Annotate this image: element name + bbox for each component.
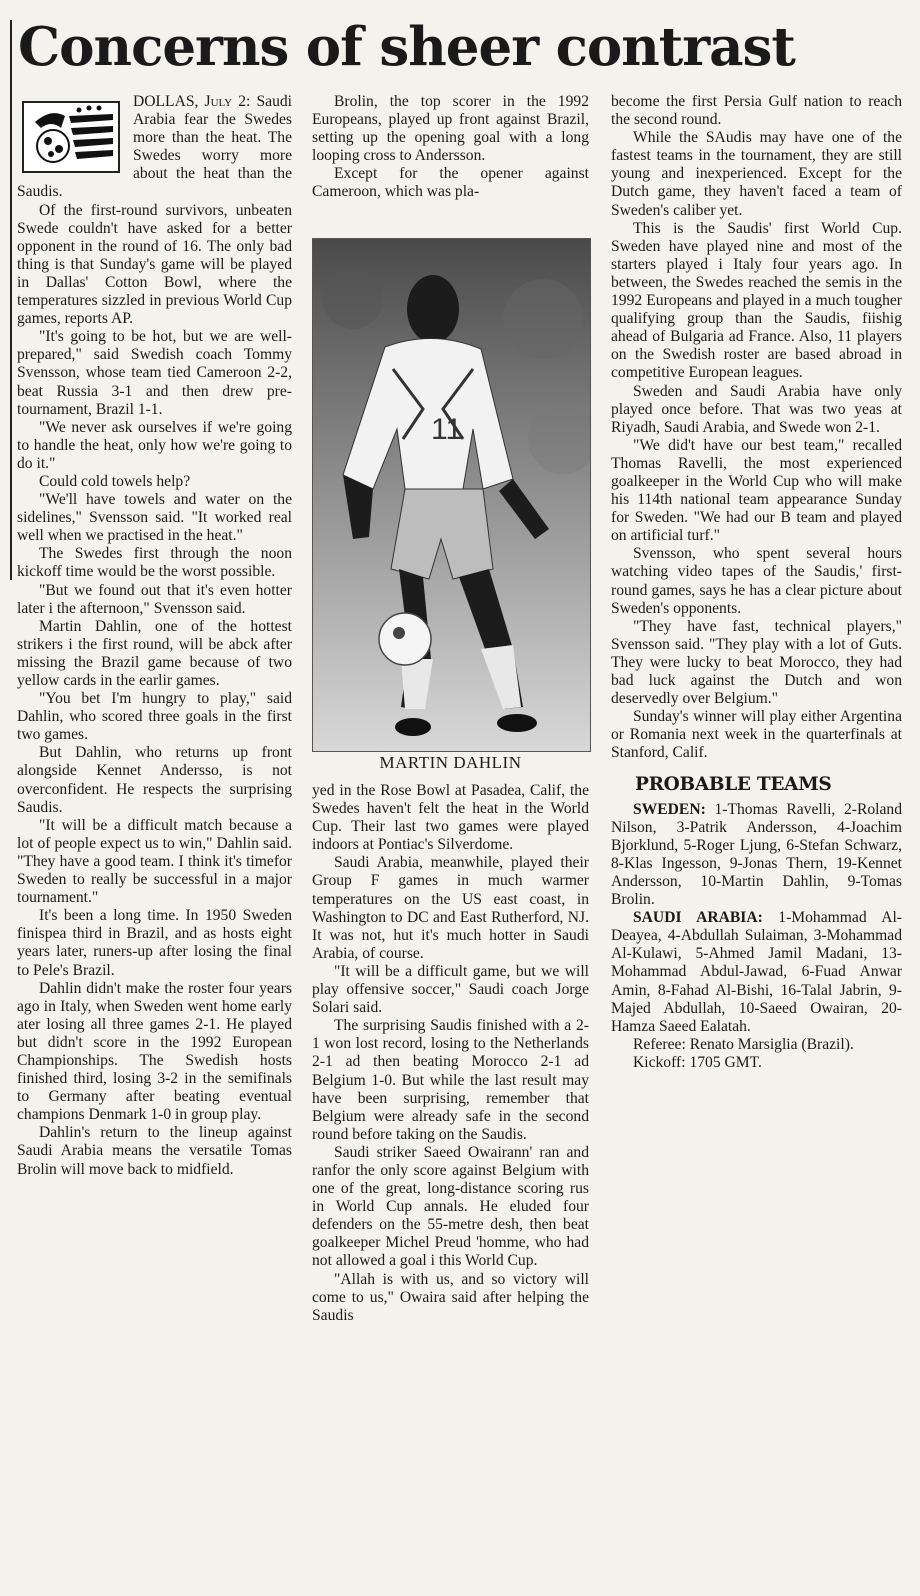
article-paragraph: "They have fast, technical players," Svensson said. "They play with a lot of Guts. They were lucky to beat Morocco, they had bad luck against the Dutch and won deservedly over Belgium." (611, 617, 902, 708)
sweden-label: SWEDEN: (633, 800, 706, 818)
article-paragraph: "We'll have towels and water on the sidelines," Svensson said. "It worked real well when we practised in the heat." (17, 491, 292, 545)
article-paragraph: Saudi striker Saeed Owairann' ran and ranfor the only score against Belgium with one of the great, long-distance scoring rus in World Cup annals. He eluded four defenders on the 55-metre desh, then beat goalkeeper Michel Preud 'homme, who had not allowed a goal i this World Cup. (312, 1143, 589, 1270)
column-2-top (312, 93, 589, 202)
world-cup-94-logo-icon (17, 96, 125, 178)
article-paragraph: Svensson, who spent several hours watching video tapes of the Saudis,' first-round games, says he has a clear picture about Sweden's opponents. (611, 545, 902, 617)
column-1 (17, 93, 292, 1179)
article-paragraph: It's been a long time. In 1950 Sweden finispea third in Brazil, and as hosts eight years later, runers-up after losing the final to Pele's Brazil. (17, 907, 292, 979)
article-paragraph: Of the first-round survivors, unbeaten Swede couldn't have asked for a better opponent in the round of 16. The only bad thing is that Sunday's game will be played in Dallas' Cotton Bowl, where the temperatures sizzled in previous World Cup games, reports AP. (17, 201, 292, 328)
article-paragraph: While the SAudis may have one of the fastest teams in the tournament, they are still young and inexperienced. Except for the Dutch game, they haven't faced a team of Sweden's caliber yet. (611, 129, 902, 219)
article-paragraph: This is the Saudis' first World Cup. Sweden have played nine and most of the starters played i Italy four years ago. In between, the Swedes reached the semis in the 1992 Europeans and played in a much tougher qualifying group than the Saudis, fiishig ahead of Bulgaria ad France. Also, 11 players on the Swedish roster are based abroad in competitive European leagues. (611, 219, 902, 382)
article-paragraph: Dahlin didn't make the roster four years ago in Italy, when Sweden went home early ater losing all three games 2-1. He played but didn't score in the 1992 European Championships. The Swedish hosts finished third, losing 3-2 in the semifinals to Germany after beating eventual champions Denmark 1-0 in group play. (17, 979, 292, 1124)
article-paragraph: "It will be a difficult game, but we will play offensive soccer," Saudi coach Jorge Solari said. (312, 962, 589, 1017)
sweden-list: 1-Thomas Ravelli, 2-Roland Nilson, 3-Patrik Andersson, 4-Joachim Bjorklund, 5-Roger Ljung, 6-Stefan Schwarz, 8-Klas Ingesson, 9-Jonas Thern, 19-Kennet Andersson, 10-Martin Dahlin, 9-Tomas Brolin. (611, 800, 902, 909)
article-paragraph: The surprising Saudis finished with a 2-1 won lost record, losing to the Netherlands 2-1 ad then beating Morocco 2-1 ad Belgium 1-0. But while the last result may have been surprising, remember that Belgium were already safe in the second round before taking on the Saudis. (312, 1017, 589, 1143)
dateline: DOLLAS, July 2: (133, 93, 251, 110)
saudi-lineup (611, 909, 902, 1036)
article-paragraph: Sunday's winner will play either Argentina or Romania next week in the quarterfinals at Stanford, Calif. (611, 708, 902, 762)
article-paragraph: "We never ask ourselves if we're going to handle the heat, only how we're going to do it." (17, 418, 292, 472)
svg-text:11: 11 (431, 413, 463, 446)
article-paragraph: Saudi Arabia, meanwhile, played their Group F games in much warmer temperatures on the US east coast, in Washington to DC and East Rutherford, NJ. It was not, hut it's much hotter in Saudi Arabia, of course. (312, 854, 589, 962)
article-paragraph: Could cold towels help? (39, 472, 191, 490)
article-paragraph: Dahlin's return to the lineup against Saudi Arabia means the versatile Tomas Brolin will move back to midfield. (17, 1124, 292, 1178)
headline: Concerns of sheer contrast (18, 16, 795, 78)
article-paragraph: Brolin, the top scorer in the 1992 Europeans, played up front against Brazil, setting up the opening goal with a long looping cross to Andersson. (312, 93, 589, 165)
article-paragraph: become the first Persia Gulf nation to reach the second round. (611, 93, 902, 129)
article-paragraph: The Swedes first through the noon kickoff time would be the worst possible. (17, 545, 292, 581)
article-paragraph: "It's going to be hot, but we are well-prepared," said Swedish coach Tommy Svensson, whose team tied Cameroon 2-2, beat Russia 3-1 and then drew pre-tournament, Brazil 1-1. (17, 328, 292, 418)
article-paragraph: But Dahlin, who returns up front alongside Kennet Andersso, is not overconfident. He respects the surprising Saudis. (17, 744, 292, 816)
referee-line: Referee: Renato Marsiglia (Brazil). (633, 1035, 854, 1053)
kickoff-line: Kickoff: 1705 GMT. (633, 1053, 762, 1071)
column-edge-rule (10, 20, 12, 580)
photo-caption: MARTIN DAHLIN (379, 753, 522, 772)
article-paragraph: "It will be a difficult match because a lot of people expect us to win," Dahlin said. "They have a good team. I think it's timefor Sweden to really be successful in a major tournament." (17, 816, 292, 907)
article-paragraph: "We did't have our best team," recalled Thomas Ravelli, the most experienced goalkeeper in the World Cup who will make his 114th national team appearance Sunday for Sweden. "We had our B team and played on artificial turf." (611, 436, 902, 545)
probable-teams-heading: PROBABLE TEAMS (635, 774, 832, 796)
column-3 (611, 93, 902, 1072)
article-paragraph: Except for the opener against Cameroon, which was pla- (312, 165, 589, 201)
article-paragraph: Sweden and Saudi Arabia have only played once before. That was two yeas at Riyadh, Saudi Arabia, and Swede won 2-1. (611, 382, 902, 436)
article-paragraph: "You bet I'm hungry to play," said Dahlin, who scored three goals in the first two games. (17, 690, 292, 744)
article-paragraph: "But we found out that it's even hotter later i the afternoon," Svensson said. (17, 581, 292, 617)
player-photo (312, 238, 591, 752)
article-paragraph: "Allah is with us, and so victory will come to us," Owaira said after helping the Saudis (312, 1270, 589, 1324)
article-paragraph: Saudi Arabia fear the Swedes more than the heat. The Swedes worry more about the heat than the Saudis. (17, 93, 292, 201)
article-paragraph: Martin Dahlin, one of the hottest strikers i the first round, will be abck after missing the Brazil game because of two yellow cards in the earlir games. (17, 617, 292, 689)
saudi-label: SAUDI ARABIA: (633, 909, 763, 927)
article-paragraph: yed in the Rose Bowl at Pasadea, Calif, the Swedes haven't felt the heat in the World Cup. Their last two games were played indoors at Pontiac's Silverdome. (312, 782, 589, 854)
saudi-list: 1-Mohammad Al-Deayea, 4-Abdullah Sulaiman, 3-Mohammad Al-Kulawi, 5-Ahmed Jamil Madani, 13-Mohammad Abdul-Jawad, 6-Fuad Anwar Amin, 8-Fahad Al-Bishi, 16-Talal Jabrin, 9-Majed Abdullah, 10-Saeed Owairan, 20-Hamza Saeed Ealatah. (611, 909, 902, 1035)
column-2-bottom (312, 782, 589, 1325)
sweden-lineup (611, 801, 902, 910)
